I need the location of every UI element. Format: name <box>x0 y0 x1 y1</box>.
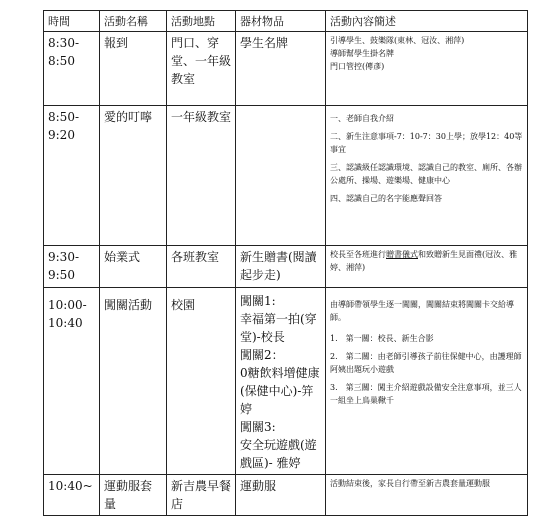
description-line: 活動結束後，家長自行帶至新吉農套量運動服 <box>330 479 490 488</box>
cell-location: 校園 <box>167 288 236 475</box>
cell-equipment <box>236 106 326 246</box>
cell-time: 9:30-9:50 <box>44 246 100 288</box>
equipment-line: 闖關2： <box>240 348 284 362</box>
table-row <box>44 288 528 475</box>
cell-activity-name: 報到 <box>100 32 167 106</box>
description-list <box>330 332 523 407</box>
description-line: 門口管控(傳彥) <box>330 62 385 71</box>
equipment-line: 安全玩遊戲(遊戲區)- 雅婷 <box>240 438 317 470</box>
table-row <box>44 475 528 516</box>
cell-description <box>326 475 528 516</box>
description-text: 校長至各班進行 <box>330 250 386 259</box>
header-time: 時間 <box>44 11 100 32</box>
description-line: 導師幫學生掛名牌 <box>330 49 394 58</box>
cell-time: 8:30-8:50 <box>44 32 100 106</box>
description-line: 三、認識級任認識環境、認識自己的教室、廁所、各辦公處所、操場、遊樂場、健康中心 <box>330 163 522 185</box>
list-item: 1. 第一關：校長、新生合影 <box>330 334 434 343</box>
cell-activity-name: 闖關活動 <box>100 288 167 475</box>
cell-activity-name: 運動服套量 <box>100 475 167 516</box>
cell-description <box>326 246 528 288</box>
header-description: 活動內容簡述 <box>326 11 528 32</box>
cell-equipment <box>236 288 326 475</box>
equipment-line: 闖關3: <box>240 420 276 434</box>
equipment-line: 幸福第一拍(穿堂)-校長 <box>240 312 317 344</box>
cell-location: 一年級教室 <box>167 106 236 246</box>
table-row <box>44 106 528 246</box>
description-line: 引導學生、鼓樂隊(東林、冠汝、湘萍) <box>330 36 465 45</box>
description-line: 四、認識自己的名字能應聲回答 <box>330 194 442 203</box>
equipment-line: 闖關1: <box>240 294 276 308</box>
header-row <box>44 11 528 32</box>
description-line: 一、老師自我介紹 <box>330 114 394 123</box>
description-underlined: 贈書儀式 <box>386 250 418 259</box>
cell-time: 10:40~ <box>44 475 100 516</box>
cell-description <box>326 106 528 246</box>
cell-equipment: 運動服 <box>236 475 326 516</box>
list-item: 3. 第三關：闖主介紹遊戲設備安全注意事項，並三人一組坐上鳥巢鞦千 <box>330 383 522 405</box>
cell-location: 各班教室 <box>167 246 236 288</box>
header-activity-name: 活動名稱 <box>100 11 167 32</box>
schedule-table <box>43 10 528 516</box>
cell-equipment: 新生贈書(閱讀起步走) <box>236 246 326 288</box>
header-equipment: 器材物品 <box>236 11 326 32</box>
header-location: 活動地點 <box>167 11 236 32</box>
cell-description <box>326 288 528 475</box>
table-row <box>44 246 528 288</box>
cell-time: 10:00-10:40 <box>44 288 100 475</box>
description-intro: 由導師帶領學生逐一闖關，闖關結束將闖關卡交給導師。 <box>330 300 514 322</box>
table-row <box>44 32 528 106</box>
list-item: 2. 第二關：由老師引導孩子前往保健中心，由護理師阿姨出題玩小遊戲 <box>330 352 522 374</box>
cell-equipment: 學生名牌 <box>236 32 326 106</box>
description-text: 和致贈新生見面禮(冠汝、雅婷、湘萍) <box>330 250 518 272</box>
cell-activity-name: 愛的叮嚀 <box>100 106 167 246</box>
cell-description <box>326 32 528 106</box>
cell-time: 8:50-9:20 <box>44 106 100 246</box>
description-line: 二、新生注意事項-7：10-7：30上學；放學12：40等事宜 <box>330 132 523 154</box>
cell-location: 門口、穿堂、一年級教室 <box>167 32 236 106</box>
cell-location: 新吉農早餐店 <box>167 475 236 516</box>
cell-activity-name: 始業式 <box>100 246 167 288</box>
equipment-line: 0糖飲料增健康(保健中心)-笄婷 <box>240 366 320 416</box>
